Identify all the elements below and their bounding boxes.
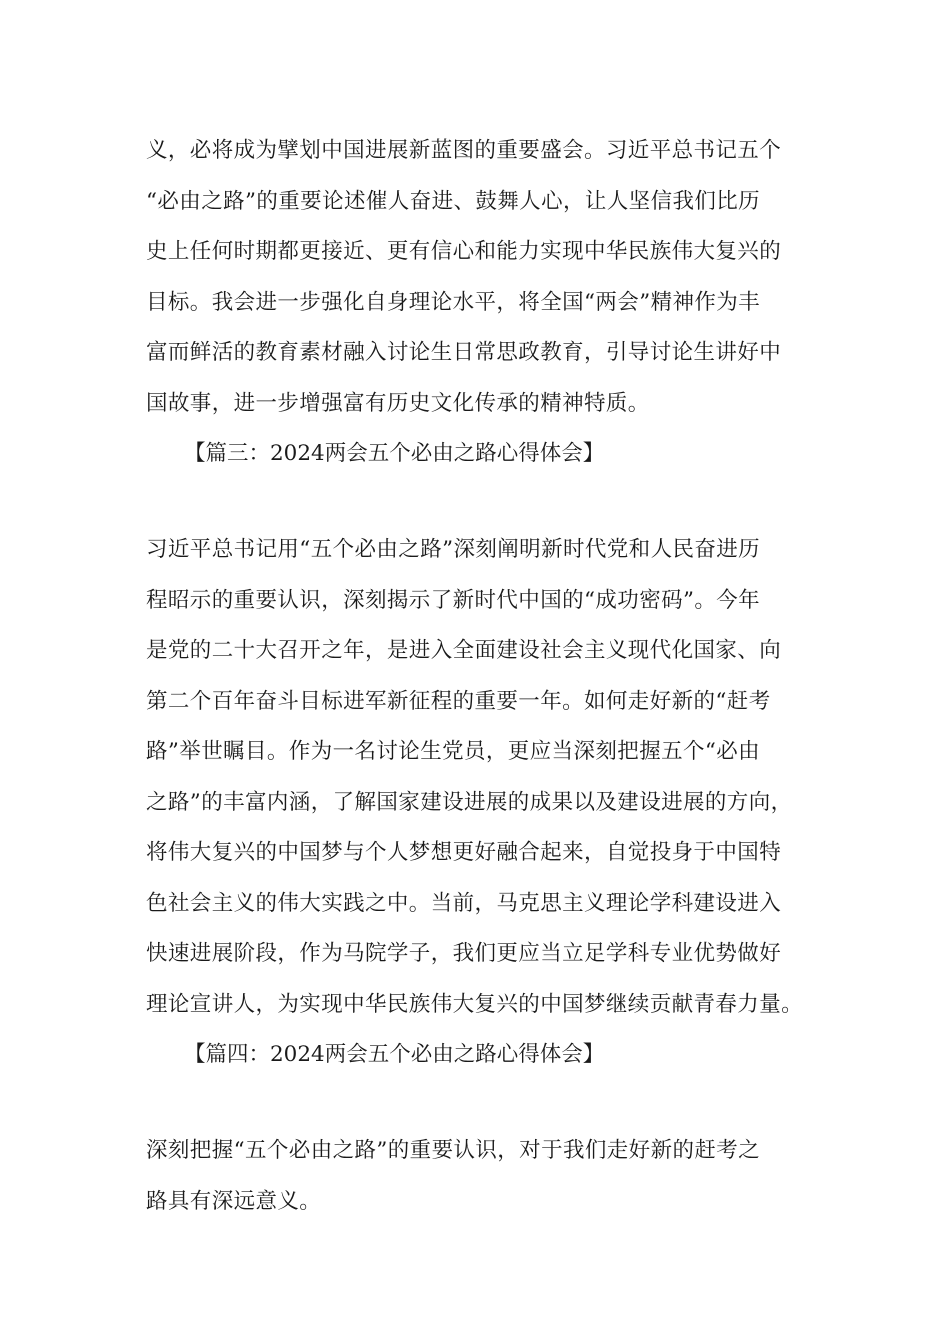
text-line: 程昭示的重要认识，深刻揭示了新时代中国的“成功密码”。今年	[146, 588, 761, 613]
text-line: 深刻把握“五个必由之路”的重要认识，对于我们走好新的赶考之	[146, 1138, 761, 1163]
text-line: “必由之路”的重要论述催人奋进、鼓舞人心，让人坚信我们比历	[146, 189, 761, 214]
text-line: 路具有深远意义。	[146, 1189, 322, 1214]
text-line: 史上任何时期都更接近、更有信心和能力实现中华民族伟大复兴的	[146, 239, 782, 264]
text-line: 富而鲜活的教育素材融入讨论生日常思政教育，引导讨论生讲好中	[146, 340, 782, 365]
section-heading-3: 【篇三：2024两会五个必由之路心得体会】	[184, 441, 605, 466]
text-line: 色社会主义的伟大实践之中。当前，马克思主义理论学科建设进入	[146, 891, 782, 916]
text-line: 将伟大复兴的中国梦与个人梦想更好融合起来，自觉投身于中国特	[146, 840, 782, 865]
text-line: 第二个百年奋斗目标进军新征程的重要一年。如何走好新的“赶考	[146, 689, 771, 714]
text-line: 理论宣讲人，为实现中华民族伟大复兴的中国梦继续贡献青春力量。	[146, 992, 804, 1017]
text-line: 国故事，进一步增强富有历史文化传承的精神特质。	[146, 391, 650, 416]
text-line: 路”举世瞩目。作为一名讨论生党员，更应当深刻把握五个“必由	[146, 739, 761, 764]
text-line: 快速进展阶段，作为马院学子，我们更应当立足学科专业优势做好	[146, 941, 782, 966]
text-line: 习近平总书记用“五个必由之路”深刻阐明新时代党和人民奋进历	[146, 537, 761, 562]
text-line: 之路”的丰富内涵，了解国家建设进展的成果以及建设进展的方向，	[146, 790, 793, 815]
section-heading-4: 【篇四：2024两会五个必由之路心得体会】	[184, 1042, 605, 1067]
text-line: 目标。我会进一步强化自身理论水平，将全国“两会”精神作为丰	[146, 290, 761, 315]
text-line: 义，必将成为擘划中国进展新蓝图的重要盛会。习近平总书记五个	[146, 138, 782, 163]
text-line: 是党的二十大召开之年，是进入全面建设社会主义现代化国家、向	[146, 638, 782, 663]
